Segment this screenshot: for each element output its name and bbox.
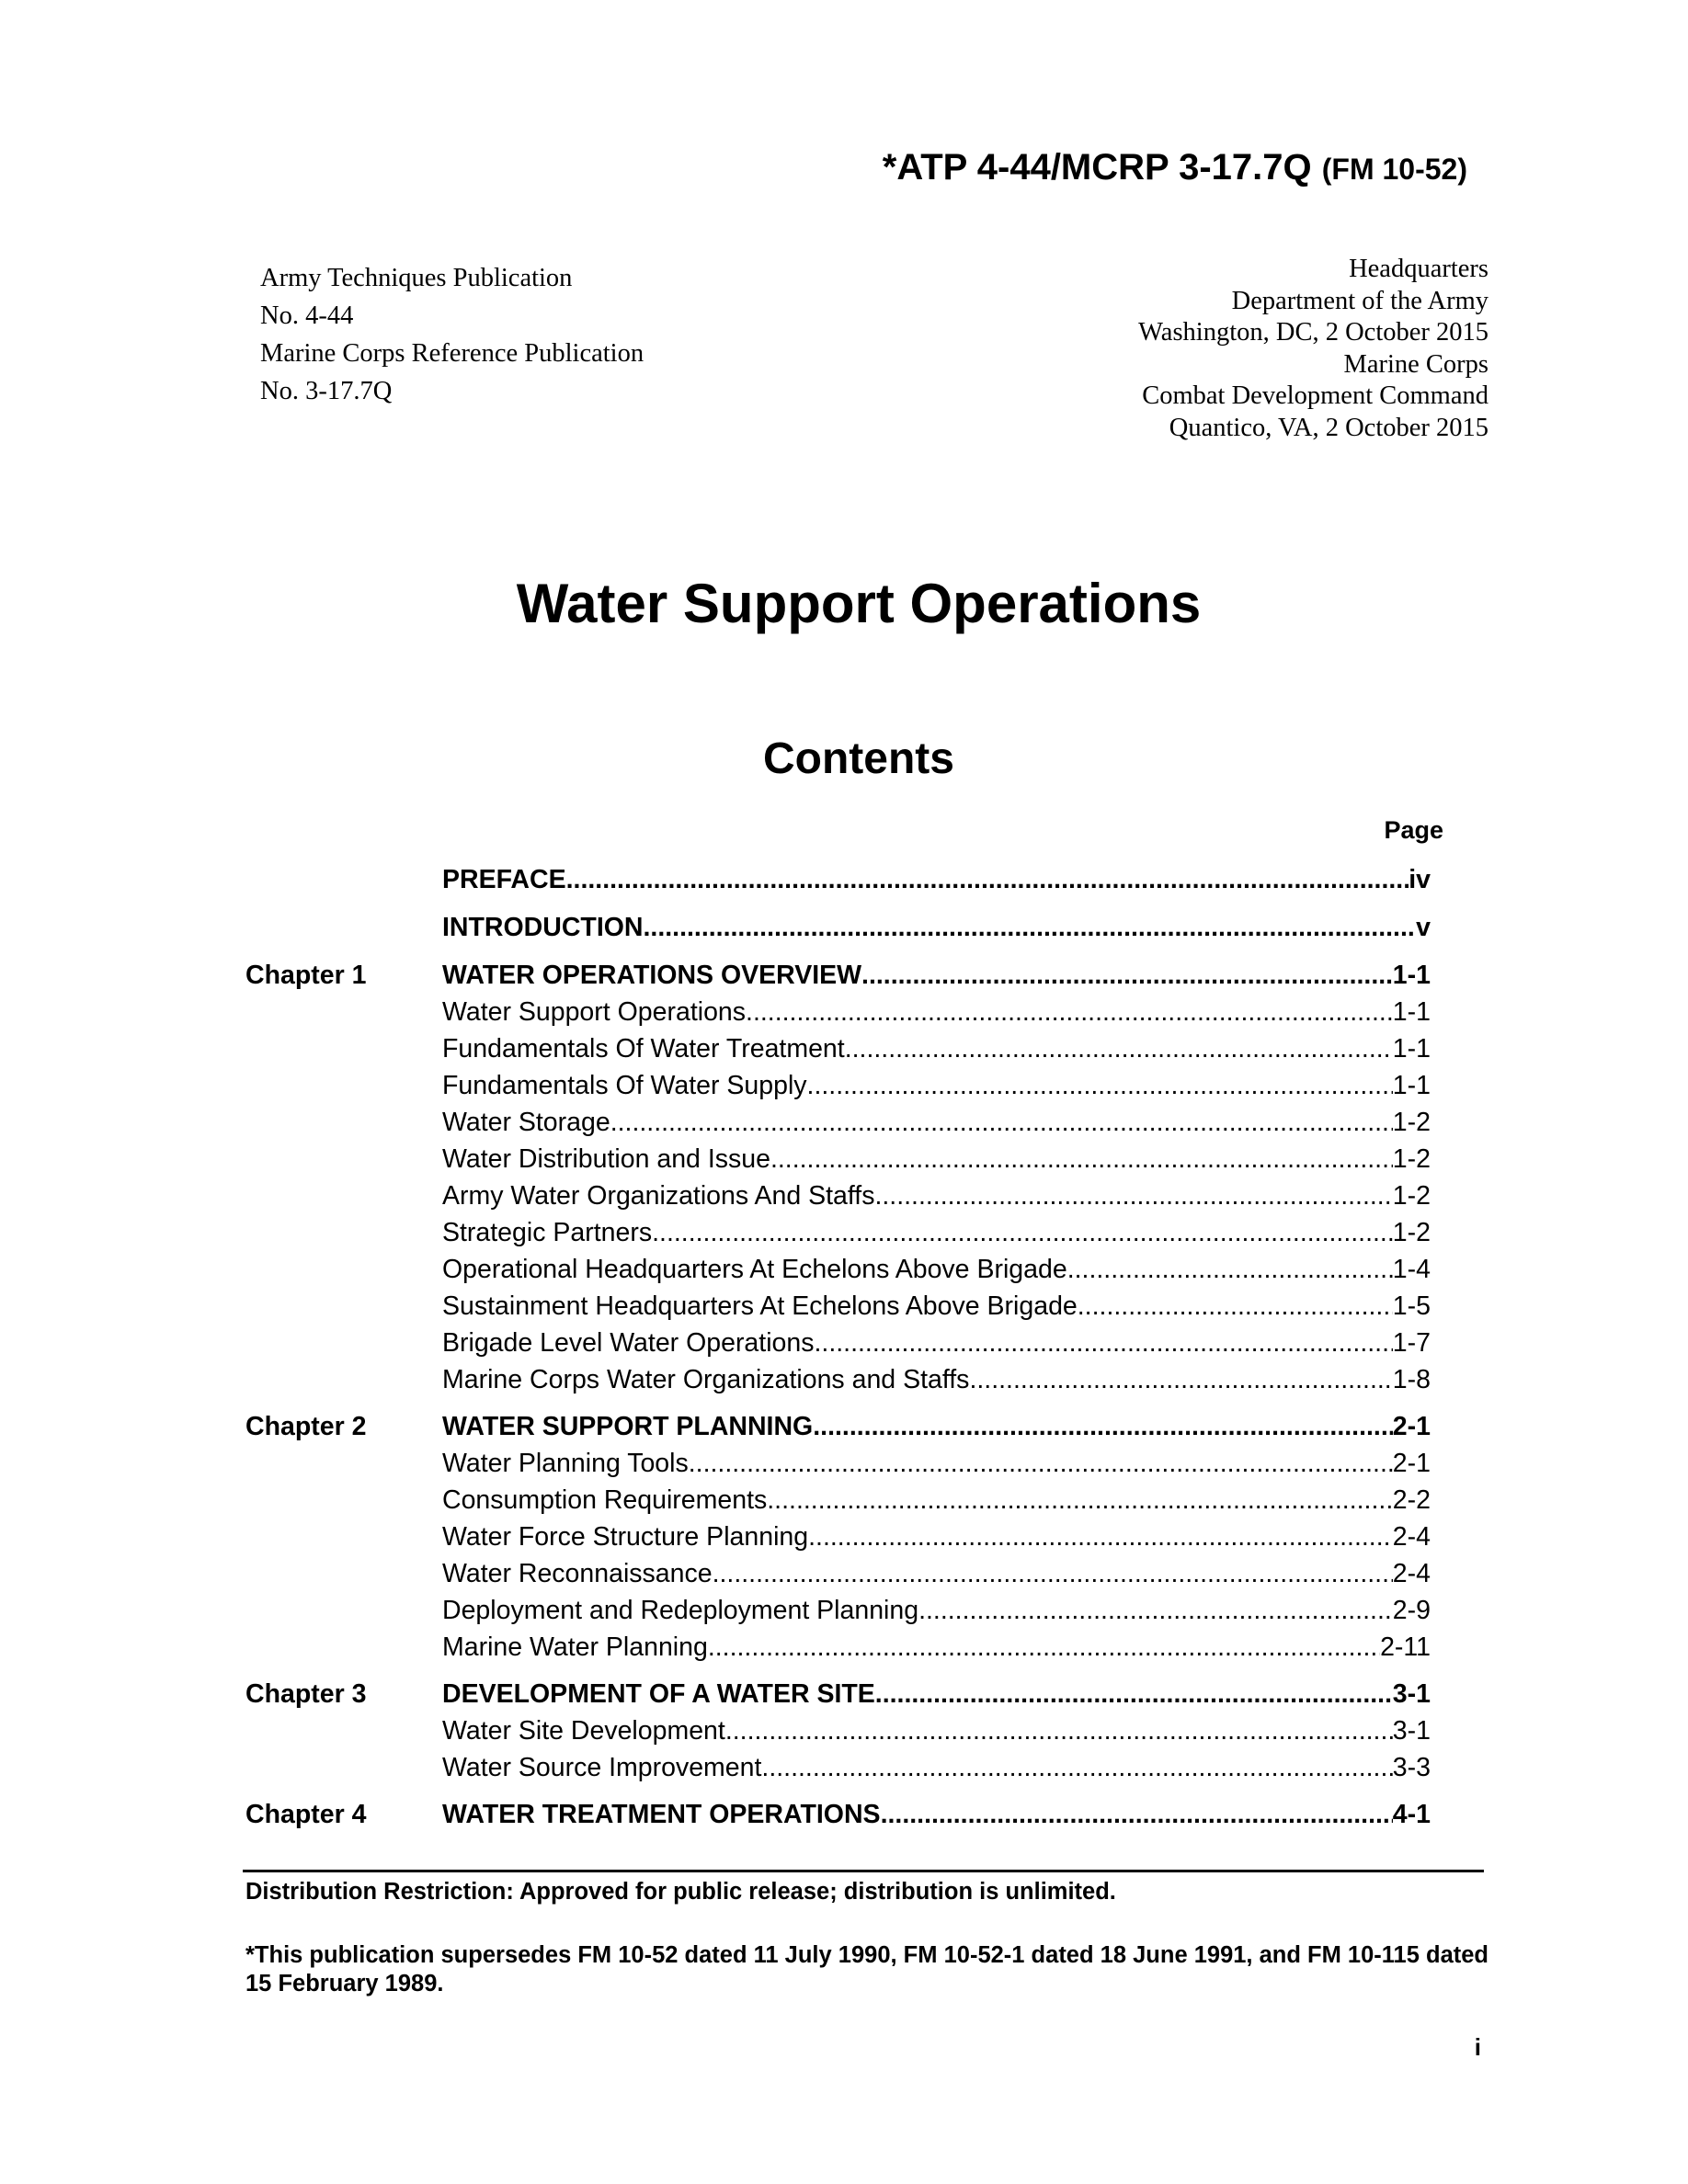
left-line: Army Techniques Publication	[260, 264, 573, 292]
toc-row	[245, 1752, 1431, 1789]
toc-entry-page: v	[1416, 913, 1431, 942]
toc-row	[245, 1715, 1431, 1752]
toc-chapter-row	[245, 1668, 1431, 1715]
toc-entry-title: Water Support Operations	[442, 997, 747, 1027]
toc-entry	[442, 1181, 1431, 1211]
toc-entry-title: Deployment and Redeployment Planning	[442, 1596, 919, 1625]
toc-leader-dots	[874, 1181, 1392, 1211]
toc-entry-title: Water Source Improvement	[442, 1753, 762, 1782]
toc-row	[245, 1143, 1431, 1180]
toc-entry-title: Water Site Development	[442, 1716, 725, 1746]
toc-leader-dots	[566, 865, 1409, 895]
toc-entry-page: 1-5	[1392, 1291, 1431, 1321]
document-title: Water Support Operations	[516, 573, 1202, 634]
toc-row	[245, 1180, 1431, 1217]
toc-leader-dots	[918, 1596, 1393, 1626]
toc-leader-dots	[969, 1365, 1392, 1395]
toc-leader-dots	[807, 1071, 1393, 1101]
toc-entry-page: 2-4	[1392, 1522, 1431, 1552]
toc-entry	[442, 997, 1431, 1028]
toc-entry	[442, 1365, 1431, 1395]
toc-entry-title: Marine Water Planning	[442, 1632, 708, 1662]
right-line: Marine Corps	[1343, 349, 1488, 379]
toc-row	[245, 1595, 1431, 1632]
toc-entry-page: 1-7	[1392, 1328, 1431, 1358]
toc-entry	[442, 1218, 1431, 1248]
toc-entry	[442, 1753, 1431, 1783]
toc-leader-dots	[643, 913, 1416, 943]
toc-leader-dots	[767, 1485, 1393, 1516]
publication-id	[883, 147, 1467, 188]
toc-row	[245, 1291, 1431, 1327]
toc-row	[245, 996, 1431, 1033]
toc-entry	[442, 1034, 1431, 1064]
toc-leader-dots	[1078, 1291, 1393, 1322]
toc-row	[245, 1484, 1431, 1521]
toc-row	[245, 1448, 1431, 1484]
toc-entry-page: 2-2	[1392, 1485, 1431, 1515]
toc-leader-dots	[808, 1522, 1393, 1553]
right-line: Department of the Army	[1231, 286, 1488, 315]
toc-entry-page: 2-9	[1392, 1596, 1431, 1625]
page-number: i	[1474, 2033, 1481, 2061]
toc-entry-page: 3-1	[1392, 1679, 1431, 1709]
toc-row	[245, 1632, 1431, 1668]
toc-entry-page: 3-1	[1392, 1716, 1431, 1746]
toc-entry-title: PREFACE	[442, 865, 566, 894]
toc-entry-title: Strategic Partners	[442, 1218, 653, 1247]
toc-chapter-label: Chapter 1	[245, 961, 367, 990]
toc-entry	[442, 865, 1431, 895]
toc-chapter-label: Chapter 2	[245, 1412, 367, 1441]
toc-leader-dots	[875, 1679, 1393, 1710]
table-of-contents	[245, 853, 1431, 1836]
toc-entry-page: 2-1	[1392, 1449, 1431, 1478]
toc-chapter-row	[245, 1789, 1431, 1836]
toc-entry-title: WATER TREATMENT OPERATIONS	[442, 1800, 881, 1829]
toc-entry	[442, 1679, 1431, 1710]
toc-leader-dots	[708, 1632, 1380, 1663]
toc-entry-page: 1-8	[1392, 1365, 1431, 1394]
toc-leader-dots	[861, 961, 1393, 991]
toc-entry	[442, 1449, 1431, 1479]
toc-entry-page: 1-2	[1392, 1144, 1431, 1174]
toc-leader-dots	[761, 1753, 1392, 1783]
toc-entry	[442, 1559, 1431, 1589]
toc-entry-page: 1-4	[1392, 1255, 1431, 1284]
right-line: Headquarters	[1349, 255, 1488, 283]
toc-entry-title: Fundamentals Of Water Supply	[442, 1071, 807, 1100]
toc-entry-page: 1-2	[1392, 1181, 1431, 1211]
toc-entry-title: Fundamentals Of Water Treatment	[442, 1034, 845, 1064]
toc-row	[245, 1254, 1431, 1291]
toc-entry-title: WATER OPERATIONS OVERVIEW	[442, 961, 862, 990]
toc-entry-page: 1-2	[1392, 1218, 1431, 1247]
toc-entry	[442, 1632, 1431, 1663]
toc-entry-title: Army Water Organizations And Staffs	[442, 1181, 875, 1211]
toc-row	[245, 1033, 1431, 1070]
superseded-short: (FM 10-52)	[1321, 153, 1467, 186]
toc-chapter-row	[245, 1401, 1431, 1448]
toc-row	[245, 1107, 1431, 1143]
left-line: No. 4-44	[260, 301, 354, 330]
right-line: Quantico, VA, 2 October 2015	[1169, 413, 1488, 442]
toc-leader-dots	[845, 1034, 1393, 1064]
toc-entry	[442, 1291, 1431, 1322]
toc-leader-dots	[881, 1800, 1393, 1830]
toc-row	[245, 1521, 1431, 1558]
toc-row	[245, 1558, 1431, 1595]
toc-entry	[442, 1108, 1431, 1138]
toc-entry	[442, 1716, 1431, 1746]
toc-entry	[442, 1522, 1431, 1553]
toc-chapter-label: Chapter 3	[245, 1679, 367, 1709]
toc-entry-page: 1-1	[1392, 997, 1431, 1027]
toc-entry-page: iv	[1409, 865, 1431, 894]
toc-entry-page: 2-4	[1392, 1559, 1431, 1588]
toc-entry-page: 2-11	[1380, 1632, 1431, 1662]
toc-entry	[442, 1144, 1431, 1175]
toc-entry-page: 4-1	[1392, 1800, 1431, 1829]
toc-entry-title: INTRODUCTION	[442, 913, 644, 942]
toc-leader-dots	[652, 1218, 1393, 1248]
toc-leader-dots	[689, 1449, 1393, 1479]
toc-row	[245, 1070, 1431, 1107]
distribution-restriction: Distribution Restriction: Approved for public release; distribution is unlimited.	[245, 1879, 1116, 1905]
toc-entry-title: Water Planning Tools	[442, 1449, 689, 1478]
supersession-notice: *This publication supersedes FM 10-52 dated 11 July 1990, FM 10-52-1 dated 18 June 1991, and FM 10-115 dated 15 February 1989.	[245, 1942, 1489, 1996]
toc-entry	[442, 1485, 1431, 1516]
toc-entry-page: 1-1	[1392, 1071, 1431, 1100]
toc-leader-dots	[813, 1412, 1393, 1442]
toc-entry-page: 2-1	[1392, 1412, 1431, 1441]
toc-entry	[442, 1071, 1431, 1101]
toc-entry-title: Water Force Structure Planning	[442, 1522, 809, 1552]
toc-entry	[442, 1800, 1431, 1830]
toc-entry	[442, 1255, 1431, 1285]
publication-numbers	[260, 259, 644, 410]
toc-entry-page: 3-3	[1392, 1753, 1431, 1782]
toc-entry-title: DEVELOPMENT OF A WATER SITE	[442, 1679, 875, 1709]
left-line: No. 3-17.7Q	[260, 377, 393, 405]
toc-entry-page: 1-1	[1392, 1034, 1431, 1064]
toc-entry-page: 1-2	[1392, 1108, 1431, 1137]
toc-entry-page: 1-1	[1392, 961, 1431, 990]
page-column-header: Page	[1384, 816, 1443, 844]
headquarters-block	[1138, 254, 1488, 444]
toc-chapter-row	[245, 949, 1431, 996]
toc-entry	[442, 1328, 1431, 1359]
toc-leader-dots	[746, 997, 1393, 1028]
toc-leader-dots	[725, 1716, 1393, 1746]
divider	[243, 1870, 1484, 1872]
toc-entry	[442, 961, 1431, 991]
right-line: Combat Development Command	[1142, 381, 1488, 410]
toc-leader-dots	[1067, 1255, 1393, 1285]
toc-entry-title: Water Reconnaissance	[442, 1559, 713, 1588]
toc-leader-dots	[814, 1328, 1392, 1359]
right-line: Washington, DC, 2 October 2015	[1138, 318, 1488, 347]
toc-row	[245, 1217, 1431, 1254]
toc-leader-dots	[770, 1144, 1393, 1175]
toc-leader-dots	[713, 1559, 1393, 1589]
toc-row	[245, 901, 1431, 949]
toc-entry-title: Marine Corps Water Organizations and Staffs	[442, 1365, 970, 1394]
toc-entry-title: Sustainment Headquarters At Echelons Above Brigade	[442, 1291, 1078, 1321]
left-line: Marine Corps Reference Publication	[260, 339, 644, 368]
contents-heading: Contents	[763, 734, 954, 783]
toc-entry	[442, 1412, 1431, 1442]
toc-entry-title: Brigade Level Water Operations	[442, 1328, 815, 1358]
toc-entry-title: Operational Headquarters At Echelons Above Brigade	[442, 1255, 1067, 1284]
toc-entry-title: WATER SUPPORT PLANNING	[442, 1412, 814, 1441]
toc-row	[245, 1364, 1431, 1401]
toc-entry	[442, 913, 1431, 943]
toc-leader-dots	[610, 1108, 1393, 1138]
toc-entry	[442, 1596, 1431, 1626]
toc-entry-title: Water Storage	[442, 1108, 610, 1137]
publication-number: *ATP 4-44/MCRP 3-17.7Q	[882, 147, 1312, 188]
toc-entry-title: Consumption Requirements	[442, 1485, 768, 1515]
toc-entry-title: Water Distribution and Issue	[442, 1144, 770, 1174]
toc-row	[245, 1327, 1431, 1364]
toc-chapter-label: Chapter 4	[245, 1800, 367, 1829]
toc-row	[245, 853, 1431, 901]
